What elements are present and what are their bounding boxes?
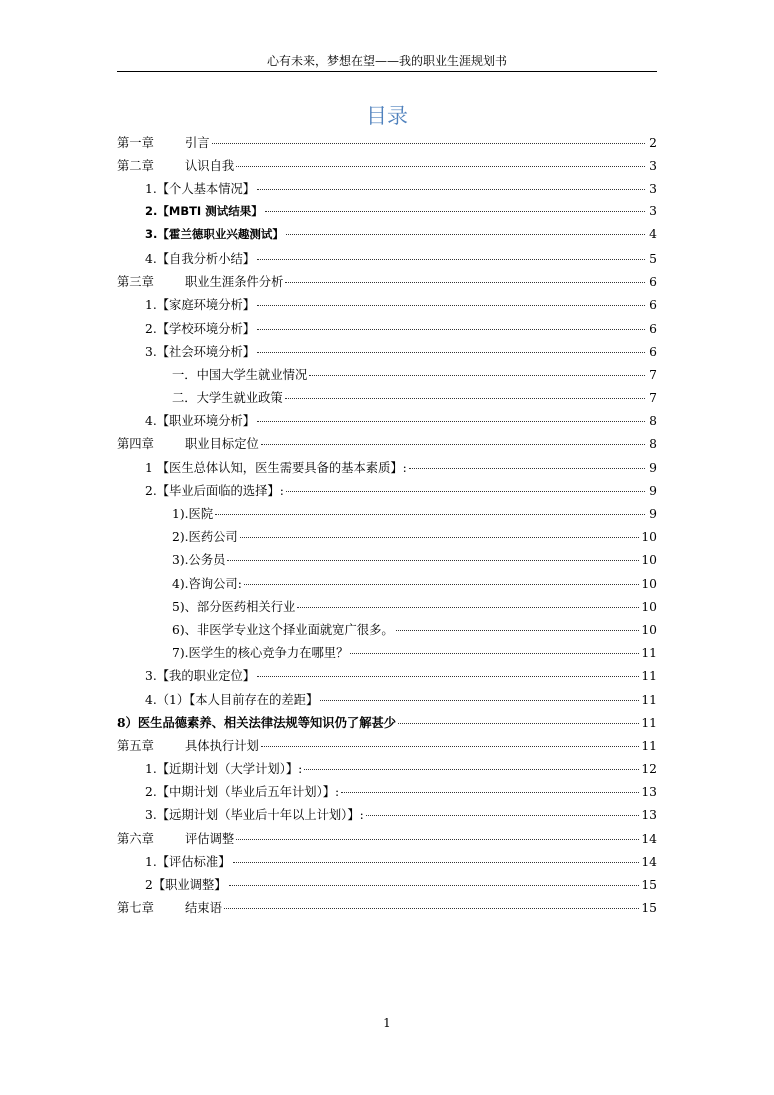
toc-page-number: 10 xyxy=(641,599,657,614)
toc-entry[interactable] xyxy=(117,782,657,805)
dot-leader xyxy=(229,885,640,886)
toc-entry-text: 2.【中期计划（毕业后五年计划）】: xyxy=(145,785,340,800)
toc-page-number: 7 xyxy=(649,391,657,406)
toc-entry-text: 职业生涯条件分析 xyxy=(185,275,284,290)
toc-page-number: 8 xyxy=(649,414,657,429)
toc-entry-label xyxy=(117,713,396,731)
toc-entry-text: 2【职业调整】 xyxy=(145,878,227,892)
toc-entry-text: 6)、非医学专业这个择业面就宽广很多。 xyxy=(172,622,394,637)
toc-page-number: 11 xyxy=(641,692,657,707)
dot-leader xyxy=(309,375,645,376)
toc-page-number: 15 xyxy=(641,901,657,916)
dot-leader xyxy=(396,630,640,631)
toc-chapter-number: 第五章 xyxy=(117,738,154,753)
toc-entry-label xyxy=(145,782,339,800)
toc-entry-text: 职业目标定位 xyxy=(185,437,259,452)
dot-leader xyxy=(257,676,639,677)
toc-page-number: 3 xyxy=(649,203,657,218)
toc-entry[interactable] xyxy=(117,504,657,527)
toc-entry-text: 4.【职业环境分析】 xyxy=(145,414,256,429)
toc-chapter-number: 第七章 xyxy=(117,901,154,916)
toc-entry-label xyxy=(145,759,302,777)
toc-page-number: 13 xyxy=(641,785,657,800)
toc-entry-label xyxy=(145,179,255,197)
dot-leader xyxy=(257,352,645,353)
toc-entry-text: 1.【评估标准】 xyxy=(145,854,231,869)
dot-leader xyxy=(236,166,645,167)
toc-entry-label xyxy=(117,434,259,452)
toc-entry-label xyxy=(172,597,295,615)
toc-entry-label xyxy=(117,133,210,151)
toc-entry-text: 2).医药公司 xyxy=(172,530,238,545)
toc-chapter-number: 第四章 xyxy=(117,437,154,452)
toc-entry-label xyxy=(145,295,255,313)
toc-page-number: 10 xyxy=(641,553,657,568)
toc-entry-text: 3.【霍兰德职业兴趣测试】 xyxy=(145,226,284,241)
toc-page-number: 10 xyxy=(641,530,657,545)
toc-entry-text: 1.【个人基本情况】 xyxy=(145,182,256,197)
dot-leader xyxy=(265,211,645,212)
toc-page-number: 13 xyxy=(641,808,657,823)
dot-leader xyxy=(286,234,645,235)
toc-page-number: 8 xyxy=(649,437,657,452)
toc-page-number: 11 xyxy=(641,715,657,730)
toc-page-number: 14 xyxy=(641,831,657,846)
toc-entry[interactable] xyxy=(117,388,657,411)
toc-entry-label xyxy=(145,875,227,893)
dot-leader xyxy=(286,491,645,492)
dot-leader xyxy=(215,514,645,515)
toc-entry-text: 4.（1）【本人目前存在的差距】 xyxy=(145,692,319,707)
toc-entry[interactable] xyxy=(117,133,657,156)
dot-leader xyxy=(304,769,639,770)
toc-entry-text: 1.【家庭环境分析】 xyxy=(145,298,256,313)
table-of-contents xyxy=(117,133,657,921)
toc-entry[interactable] xyxy=(117,550,657,573)
toc-entry-label xyxy=(172,527,238,545)
toc-entry-label xyxy=(172,574,242,592)
dot-leader xyxy=(257,421,645,422)
toc-entry[interactable] xyxy=(117,574,657,597)
dot-leader xyxy=(261,444,645,445)
toc-entry[interactable] xyxy=(117,666,657,689)
toc-entry[interactable] xyxy=(117,249,657,272)
toc-entry-text: 2.【学校环境分析】 xyxy=(145,321,256,336)
toc-entry-text: 1).医院 xyxy=(172,507,214,521)
toc-page-number: 6 xyxy=(649,321,657,336)
toc-entry-text: 7).医学生的核心竞争力在哪里？ xyxy=(172,646,349,661)
toc-page-number: 9 xyxy=(649,483,657,498)
page-number: 1 xyxy=(383,1016,391,1030)
toc-entry[interactable] xyxy=(117,713,657,736)
toc-page-number: 10 xyxy=(641,622,657,637)
dot-leader xyxy=(257,329,645,330)
toc-title: 目录 xyxy=(366,104,408,128)
toc-page-number: 7 xyxy=(649,367,657,382)
dot-leader xyxy=(297,607,639,608)
toc-entry[interactable] xyxy=(117,295,657,318)
dot-leader xyxy=(398,723,639,724)
toc-entry[interactable] xyxy=(117,319,657,342)
toc-page-number: 6 xyxy=(649,344,657,359)
toc-entry-text: 二．大学生就业政策 xyxy=(172,391,283,406)
dot-leader xyxy=(409,468,645,469)
toc-chapter-number: 第三章 xyxy=(117,275,154,290)
toc-entry[interactable] xyxy=(117,620,657,643)
toc-entry[interactable] xyxy=(117,434,657,457)
dot-leader xyxy=(224,908,639,909)
toc-entry[interactable] xyxy=(117,736,657,759)
page-header: 心有未来，梦想在望——我的职业生涯规划书 xyxy=(266,54,507,68)
dot-leader xyxy=(212,143,645,144)
toc-entry-text: 3).公务员 xyxy=(172,553,226,568)
toc-entry[interactable] xyxy=(117,597,657,620)
toc-entry-label xyxy=(145,852,231,870)
toc-entry-text: 5)、部分医药相关行业 xyxy=(172,599,296,614)
toc-entry[interactable] xyxy=(117,643,657,666)
toc-entry[interactable] xyxy=(117,875,657,898)
toc-page-number: 10 xyxy=(641,576,657,591)
toc-entry[interactable] xyxy=(117,852,657,875)
dot-leader xyxy=(257,305,645,306)
toc-entry[interactable] xyxy=(117,272,657,295)
toc-entry-text: 3.【我的职业定位】 xyxy=(145,669,256,684)
toc-entry[interactable] xyxy=(117,829,657,852)
toc-entry-label xyxy=(172,504,213,522)
toc-page-number: 11 xyxy=(641,738,657,753)
toc-entry-label xyxy=(172,365,307,383)
toc-entry[interactable] xyxy=(117,179,657,202)
toc-entry-label xyxy=(172,643,348,661)
toc-entry[interactable] xyxy=(117,898,657,921)
toc-entry-text: 8）医生品德素养、相关法律法规等知识仍了解甚少 xyxy=(117,714,397,730)
dot-leader xyxy=(350,653,639,654)
dot-leader xyxy=(341,792,639,793)
toc-page-number: 9 xyxy=(649,507,657,521)
toc-chapter-number: 第六章 xyxy=(117,831,154,846)
toc-entry-text: 3.【社会环境分析】 xyxy=(145,344,256,359)
toc-entry-label xyxy=(117,272,283,290)
dot-leader xyxy=(244,584,639,585)
toc-page-number: 11 xyxy=(641,646,657,661)
dot-leader xyxy=(236,839,639,840)
toc-entry[interactable] xyxy=(117,481,657,504)
toc-page-number: 12 xyxy=(641,762,657,777)
toc-chapter-number: 第一章 xyxy=(117,136,154,150)
toc-entry-label xyxy=(145,666,255,684)
toc-entry-label xyxy=(145,690,318,708)
toc-chapter-number: 第二章 xyxy=(117,159,154,174)
toc-entry-label xyxy=(117,156,234,174)
dot-leader xyxy=(227,560,639,561)
toc-page-number: 6 xyxy=(649,275,657,290)
dot-leader xyxy=(261,746,640,747)
toc-entry[interactable] xyxy=(117,759,657,782)
header-divider xyxy=(117,71,657,72)
toc-entry-text: 1.【近期计划（大学计划）】: xyxy=(145,762,303,777)
dot-leader xyxy=(240,537,640,538)
toc-entry-label xyxy=(145,249,255,267)
toc-page-number: 11 xyxy=(641,669,657,684)
toc-entry-text: 评估调整 xyxy=(185,831,235,846)
toc-entry[interactable] xyxy=(117,365,657,388)
toc-page-number: 3 xyxy=(649,182,657,197)
toc-entry[interactable] xyxy=(117,156,657,179)
dot-leader xyxy=(257,259,645,260)
toc-entry[interactable] xyxy=(117,458,657,481)
toc-entry-label xyxy=(117,736,259,754)
toc-page-number: 14 xyxy=(641,854,657,869)
dot-leader xyxy=(257,189,645,190)
toc-entry-text: 一．中国大学生就业情况 xyxy=(172,367,308,382)
toc-entry-text: 2.【毕业后面临的选择】: xyxy=(145,483,284,498)
dot-leader xyxy=(366,815,640,816)
toc-entry-text: 2.【MBTI 测试结果】 xyxy=(145,203,263,218)
toc-entry-label xyxy=(145,226,284,242)
toc-entry-text: 结束语 xyxy=(185,901,222,916)
toc-entry[interactable] xyxy=(117,690,657,713)
toc-entry-label xyxy=(172,620,394,638)
dot-leader xyxy=(233,862,640,863)
dot-leader xyxy=(285,398,645,399)
toc-entry-text: 引言 xyxy=(185,136,210,150)
toc-entry-label xyxy=(145,805,364,823)
toc-entry[interactable] xyxy=(117,342,657,365)
toc-entry-text: 3.【远期计划（毕业后十年以上计划）】: xyxy=(145,808,364,823)
toc-entry-label xyxy=(145,342,255,360)
toc-entry-label xyxy=(172,388,283,406)
toc-page-number: 2 xyxy=(649,136,657,150)
toc-entry-text: 4.【自我分析小结】 xyxy=(145,251,256,266)
toc-page-number: 3 xyxy=(649,159,657,174)
toc-entry-label xyxy=(145,458,407,476)
toc-entry-label xyxy=(145,481,284,499)
toc-entry[interactable] xyxy=(117,203,657,226)
toc-entry-text: 4).咨询公司: xyxy=(172,576,242,591)
toc-page-number: 5 xyxy=(649,251,657,266)
toc-entry[interactable] xyxy=(117,527,657,550)
toc-entry-text: 具体执行计划 xyxy=(185,738,259,753)
toc-entry-label xyxy=(145,411,255,429)
toc-entry[interactable] xyxy=(117,226,657,249)
toc-page-number: 6 xyxy=(649,298,657,313)
toc-entry[interactable] xyxy=(117,805,657,828)
toc-page-number: 15 xyxy=(641,878,657,892)
toc-entry-label xyxy=(172,550,225,568)
toc-page-number: 9 xyxy=(649,460,657,475)
toc-entry-text: 认识自我 xyxy=(185,159,235,174)
dot-leader xyxy=(285,282,645,283)
toc-entry-label xyxy=(117,898,222,916)
dot-leader xyxy=(320,700,639,701)
toc-entry-label xyxy=(145,319,255,337)
toc-page-number: 4 xyxy=(649,226,657,241)
toc-entry[interactable] xyxy=(117,411,657,434)
toc-entry-label xyxy=(145,203,263,219)
toc-entry-label xyxy=(117,829,234,847)
toc-entry-text: 1 【医生总体认知，医生需要具备的基本素质】: xyxy=(145,460,407,475)
